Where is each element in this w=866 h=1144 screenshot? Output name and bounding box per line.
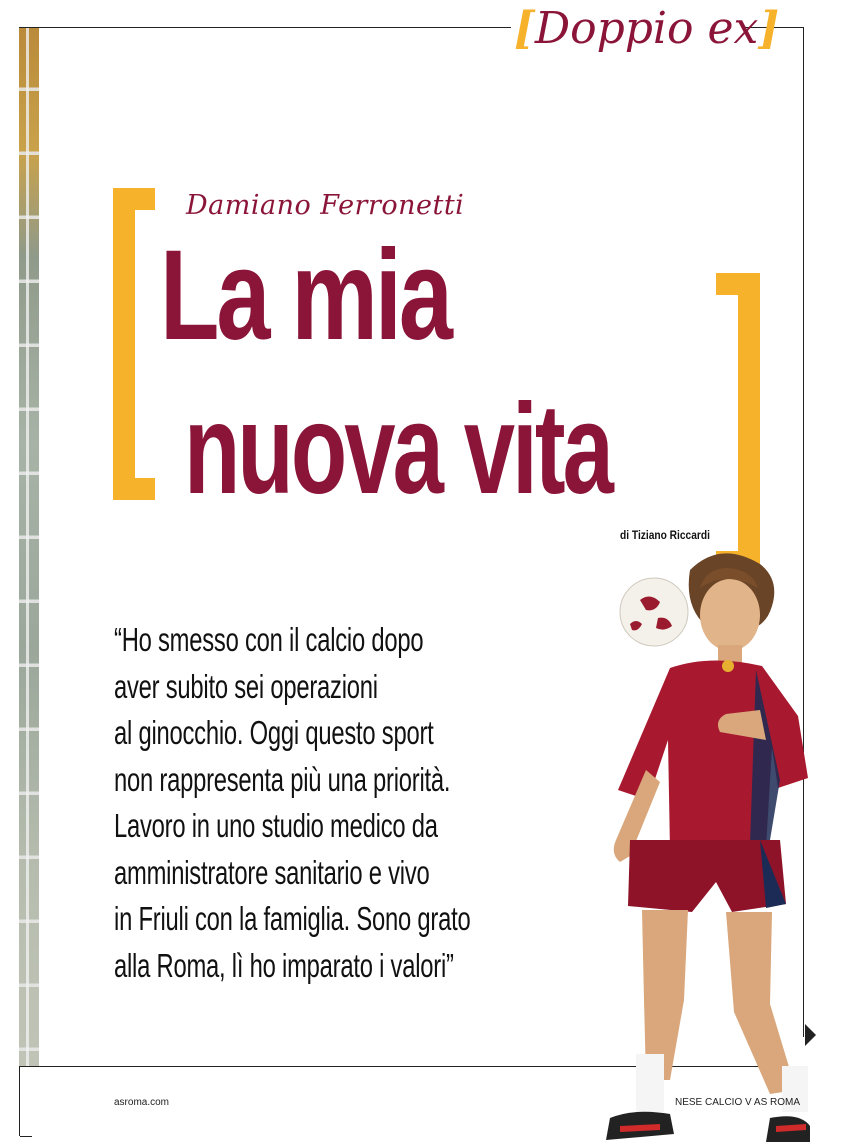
section-tag-open-bracket: [	[514, 3, 535, 54]
quote-line: Lavoro in uno studio medico da	[114, 807, 438, 844]
headline-line-1: La mia	[160, 224, 450, 367]
quote-line: al ginocchio. Oggi questo sport	[114, 714, 434, 751]
footer-website: asroma.com	[114, 1097, 170, 1108]
quote-line: aver subito sei operazioni	[114, 667, 378, 705]
football	[620, 578, 688, 646]
left-bracket-decoration	[113, 188, 155, 500]
pull-quote	[114, 617, 554, 989]
section-tag-label: Doppio ex	[534, 3, 759, 54]
photo-strip-left	[19, 27, 39, 1067]
section-tag	[514, 4, 779, 54]
frame-line-top	[19, 27, 511, 28]
headline-line-2: nuova vita	[184, 378, 612, 521]
player-photo	[560, 540, 810, 1144]
right-bracket-decoration	[716, 273, 760, 573]
subject-name: Damiano Ferronetti	[186, 190, 465, 221]
quote-line: alla Roma, lì ho imparato i valori”	[114, 946, 454, 984]
footer-caption: NESE CALCIO V AS ROMA	[675, 1097, 801, 1108]
quote-line: “Ho smesso con il calcio dopo	[114, 621, 424, 658]
crop-marker	[20, 1136, 32, 1137]
author-credit: di Tiziano Riccardi	[620, 528, 710, 542]
section-tag-close-bracket: ]	[758, 3, 780, 54]
frame-line-left-bottom	[19, 1066, 20, 1136]
quote-line: in Friuli con la famiglia. Sono grato	[114, 900, 471, 937]
quote-line: amministratore sanitario e vivo	[114, 853, 430, 891]
quote-line: non rappresenta più una priorità.	[114, 760, 451, 798]
next-page-triangle-right-icon[interactable]	[805, 1024, 816, 1046]
